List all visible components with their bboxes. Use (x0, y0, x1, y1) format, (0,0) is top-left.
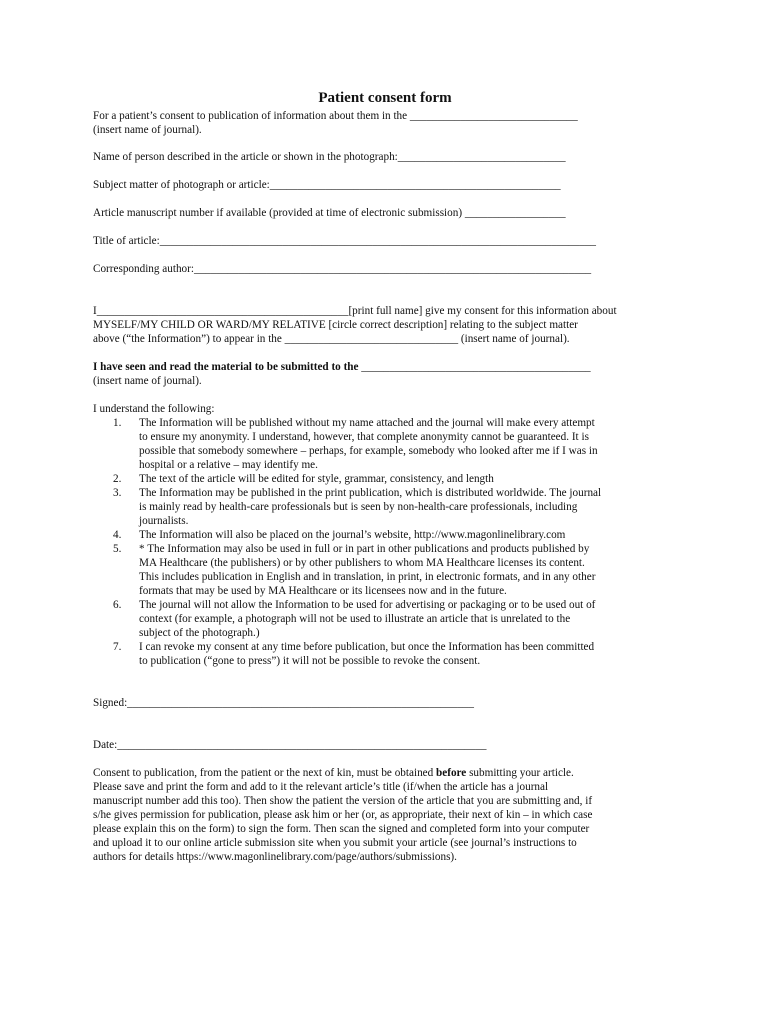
footer-line-4: s/he gives permission for publication, please ask him or her (or, as appropriate, their next of kin – in which case (93, 809, 593, 821)
list-item-number: 6. (113, 599, 122, 611)
seen-statement[interactable] (93, 360, 683, 374)
list-item-number: 5. (113, 543, 122, 555)
list-item-text: I can revoke my consent at any time before publication, but once the Information has been committed to publication (“gone to press”) it will not be possible to revoke the consent. (139, 641, 595, 667)
list-item (93, 542, 683, 598)
list-item (93, 486, 683, 528)
list-item-text: The Information may be published in the print publication, which is distributed worldwide. The journal is mainly read by health-care professionals but is seen by non-health-care professionals, including journalists. (139, 487, 602, 527)
list-item-text: * The Information may also be used in full or in part in other publications and products published by MA Healthcare (the publishers) or by other publishers to whom MA Healthcare licenses its content. This includes publication in English and in translation, in print, in electronic formats, and in any other formats that may be used by MA Healthcare or its licensees now and in the future. (139, 543, 596, 597)
intro-line-2: (insert name of journal). (93, 124, 202, 136)
person-name-field[interactable]: Name of person described in the article or shown in the photograph:______________________________ (93, 151, 566, 163)
intro-line-1: For a patient’s consent to publication of information about them in the ______________________________ (93, 110, 578, 122)
footer-line-6: and upload it to our online article submission site when you submit your article (see journal’s instructions to (93, 837, 577, 849)
footer-line-1-pre: Consent to publication, from the patient or the next of kin, must be obtained (93, 767, 437, 779)
seen-statement-bold: I have seen and read the material to be submitted to the (93, 361, 359, 373)
list-item-number: 4. (113, 529, 122, 541)
list-item (93, 416, 683, 472)
list-item-text: The text of the article will be edited for style, grammar, consistency, and length (139, 473, 494, 485)
subject-matter-field[interactable]: Subject matter of photograph or article:____________________________________________________ (93, 179, 561, 191)
seen-journal-blank[interactable]: _________________________________________ (358, 361, 591, 373)
list-item (93, 472, 683, 486)
list-item-number: 1. (113, 417, 122, 429)
manuscript-number-field[interactable]: Article manuscript number if available (provided at time of electronic submission) __________________ (93, 207, 566, 219)
footer-line-5: please explain this on the form) to sign the form. Then scan the signed and completed form into your computer (93, 823, 590, 835)
footer-line-1 (93, 766, 683, 780)
list-item (93, 640, 683, 668)
footer-line-3: manuscript number add this too). Then show the patient the version of the article that you are submitting and, if (93, 795, 593, 807)
footer-line-2: Please save and print the form and add to it the relevant article’s title (if/when the article has a journal (93, 781, 549, 793)
list-item (93, 598, 683, 640)
corresponding-author-field[interactable]: Corresponding author:_______________________________________________________________________ (93, 263, 592, 275)
signature-field[interactable]: Signed:______________________________________________________________ (93, 697, 474, 709)
list-item-number: 3. (113, 487, 122, 499)
list-item-text: The Information will also be placed on the journal’s website, http://www.magonlinelibrary.com (139, 529, 566, 541)
list-item (93, 528, 683, 542)
seen-line-2: (insert name of journal). (93, 375, 202, 387)
footer-line-1-post: submitting your article. (466, 767, 574, 779)
list-item-text: The Information will be published without my name attached and the journal will make every attempt to ensure my anonymity. I understand, however, that complete anonymity cannot be guaranteed. It is possible that somebody somewhere – perhaps, for example, somebody who looked after me if I was in hospital or a relative – may identify me. (139, 417, 598, 471)
footer-before-emphasis: before (436, 767, 467, 779)
consent-line-1[interactable]: I_____________________________________________[print full name] give my consent for this information about (93, 305, 617, 317)
form-title: Patient consent form (318, 90, 452, 106)
date-field[interactable]: Date:__________________________________________________________________ (93, 739, 487, 751)
list-item-number: 2. (113, 473, 122, 485)
list-item-number: 7. (113, 641, 122, 653)
article-title-field[interactable]: Title of article:______________________________________________________________________________ (93, 235, 597, 247)
list-item-text: The journal will not allow the Information to be used for advertising or packaging or to be used out of context (for example, a photograph will not be used to illustrate an article that is unrelated to the subject of the photograph.) (139, 599, 596, 639)
consent-line-3[interactable]: above (“the Information”) to appear in the _______________________________ (insert name of journal). (93, 333, 570, 345)
understanding-list (93, 416, 683, 668)
footer-line-7: authors for details https://www.magonlinelibrary.com/page/authors/submissions). (93, 851, 457, 863)
consent-line-2: MYSELF/MY CHILD OR WARD/MY RELATIVE [circle correct description] relating to the subject matter (93, 319, 578, 331)
understand-heading: I understand the following: (93, 403, 215, 415)
